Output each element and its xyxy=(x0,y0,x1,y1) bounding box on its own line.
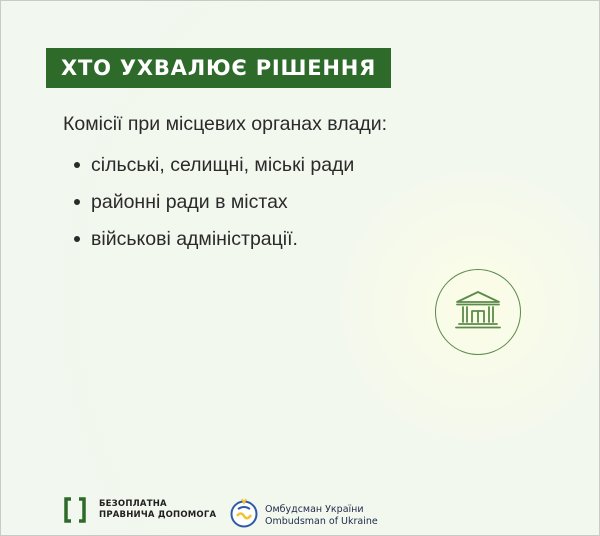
bullet-dot xyxy=(74,199,80,205)
page-title: ХТО УХВАЛЮЄ РІШЕННЯ xyxy=(61,56,377,80)
government-building-icon xyxy=(453,289,503,336)
list-item xyxy=(63,223,354,260)
building-badge xyxy=(435,269,521,355)
free-legal-aid-text xyxy=(99,499,216,521)
list-item-text: районні ради в містах xyxy=(91,191,288,213)
ombudsman-emblem-icon xyxy=(229,497,259,534)
ombudsman-line-1: Омбудсман України xyxy=(265,503,364,515)
list-item xyxy=(63,149,354,186)
ombudsman-text xyxy=(265,504,378,528)
list-item xyxy=(63,186,354,223)
bullet-dot xyxy=(74,236,80,242)
bullet-dot xyxy=(74,162,80,168)
brand-line-2: ПРАВНИЧА ДОПОМОГА xyxy=(99,510,217,520)
ombudsman-logo xyxy=(229,497,378,534)
bullet-list xyxy=(63,149,354,260)
brand-line-1: БЕЗОПЛАТНА xyxy=(99,499,167,509)
free-legal-aid-logo xyxy=(63,497,216,523)
intro-text: Комісії при місцевих органах влади: xyxy=(63,113,388,135)
bracket-logo-icon xyxy=(63,497,87,523)
list-item-text: сільські, селищні, міські ради xyxy=(91,154,355,176)
title-banner xyxy=(46,48,391,88)
ombudsman-line-2: Ombudsman of Ukraine xyxy=(265,515,378,527)
list-item-text: військові адміністрації. xyxy=(91,228,298,250)
